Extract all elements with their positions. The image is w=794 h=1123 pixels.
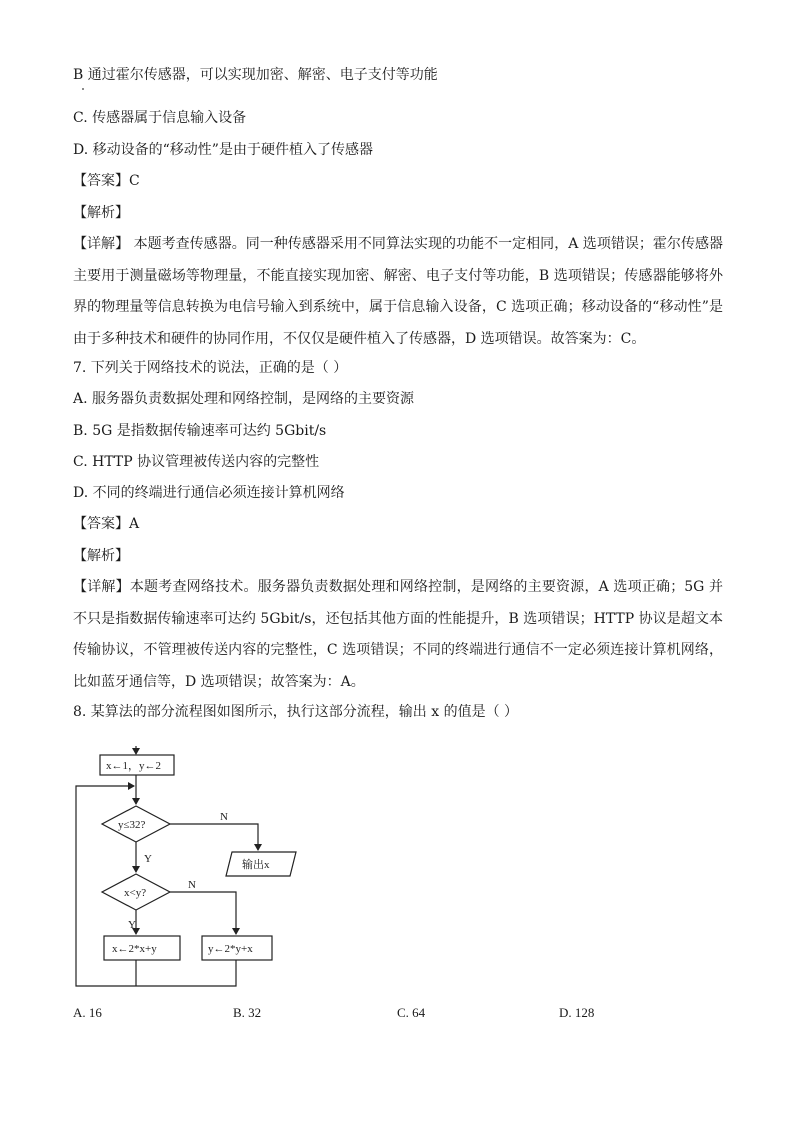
flow-cond2-yes-label: Y (128, 919, 136, 931)
q7-detail (73, 572, 723, 698)
q8-choice-c: C. 64 (397, 1005, 426, 1020)
q6-option-d: D. 移动设备的“移动性”是由于硬件植入了传感器 (73, 142, 373, 158)
q8-choice-b: B. 32 (233, 1005, 262, 1020)
q7-stem: 7. 下列关于网络技术的说法，正确的是（ ） (73, 360, 348, 376)
stray-dot (82, 88, 84, 90)
flow-cond1-no-label: N (220, 811, 228, 823)
q8-choice-a: A. 16 (73, 1005, 102, 1020)
q7-option-b: B. 5G 是指数据传输速率可达约 5Gbit/s (73, 423, 327, 439)
flow-assign-yes-label: x←2*x+y (112, 943, 157, 955)
q7-option-c: C. HTTP 协议管理被传送内容的完整性 (73, 454, 320, 470)
q6-option-b: B 通过霍尔传感器，可以实现加密、解密、电子支付等功能 (73, 67, 438, 83)
q7-option-a: A. 服务器负责数据处理和网络控制，是网络的主要资源 (73, 391, 415, 407)
q7-answer (73, 514, 139, 534)
q6-analysis-label: 【解析】 (73, 205, 129, 221)
flow-arrow-cond2-no (170, 892, 236, 934)
flow-init-label: x←1，y←2 (106, 760, 161, 772)
q6-detail (73, 229, 723, 355)
q6-option-c: C. 传感器属于信息输入设备 (73, 110, 247, 126)
flow-output-label: 输出x (242, 859, 270, 871)
flow-arrow-cond1-no (170, 824, 258, 850)
q7-detail-text: 本题考查网络技术。服务器负责数据处理和网络控制，是网络的主要资源，A 选项正确；5G 并不只是指数据传输速率可达约 5Gbit/s，还包括其他方面的性能提升，B 选项错误；HTTP 协议是超文本传输协议，不管理被传送内容的完整性，C 选项错误；不同的终端进行通信不一定必须连接计算机网络，比如蓝牙通信等，D 选项错误；故答案为：A。 (73, 579, 723, 690)
flow-cond1-yes-label: Y (144, 853, 152, 865)
flow-assign-no-label: y←2*y+x (208, 943, 253, 955)
flowchart (66, 742, 298, 992)
flow-cond2-label: x<y? (124, 887, 147, 899)
flow-cond1-label: y≤32? (118, 819, 146, 831)
q7-option-d: D. 不同的终端进行通信必须连接计算机网络 (73, 485, 345, 501)
q6-detail-label: 【详解】 (73, 236, 130, 252)
q7-answer-value: A (129, 516, 140, 532)
q6-answer-value: C (129, 173, 140, 189)
q6-answer-label: 【答案】 (73, 173, 129, 189)
flow-cond2-no-label: N (188, 879, 196, 891)
q7-detail-label: 【详解】 (73, 579, 130, 595)
q7-analysis-label: 【解析】 (73, 548, 129, 564)
q7-answer-label: 【答案】 (73, 516, 129, 532)
q8-stem: 8. 某算法的部分流程图如图所示，执行这部分流程，输出 x 的值是（ ） (73, 704, 519, 720)
q6-answer (73, 171, 140, 191)
q8-choice-d: D. 128 (559, 1005, 595, 1020)
q6-detail-text: 本题考查传感器。同一种传感器采用不同算法实现的功能不一定相同，A 选项错误；霍尔传感器主要用于测量磁场等物理量，不能直接实现加密、解密、电子支付等功能，B 选项错误；传感器能够将外界的物理量等信息转换为电信号输入到系统中，属于信息输入设备，C 选项正确；移动设备的“移动性”是由于多种技术和硬件的协同作用，不仅仅是硬件植入了传感器，D 选项错误。故答案为：C。 (73, 236, 724, 347)
